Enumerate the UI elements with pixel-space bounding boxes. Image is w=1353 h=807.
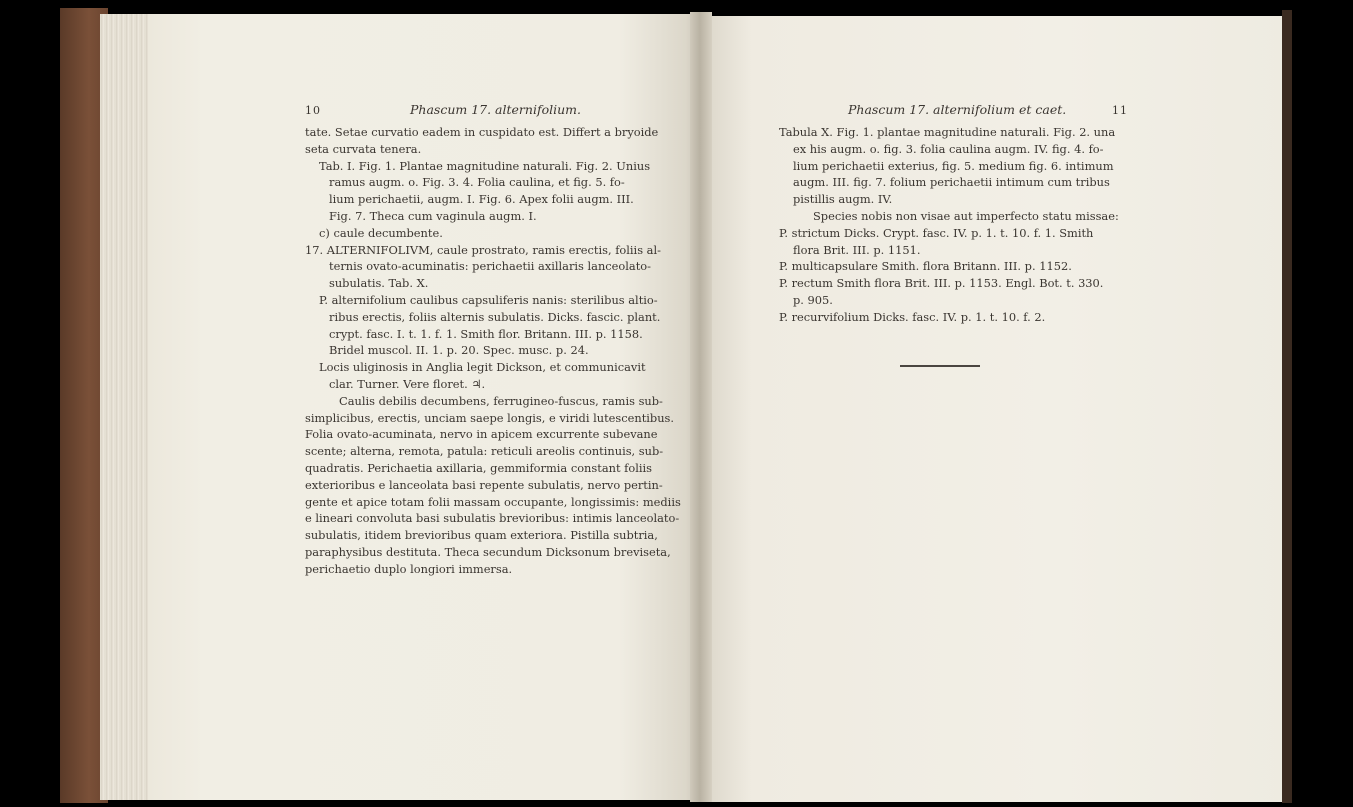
left-page-number: 10 [305, 104, 321, 117]
text-line: simplicibus, erectis, unciam saepe longis, e viridi lutescentibus. [305, 410, 675, 425]
text-line: augm. III. fig. 7. folium perichaetii intimum cum tribus [793, 175, 1110, 190]
text-line: P. multicapsulare Smith. flora Britann. III. p. 1152. [779, 259, 1072, 274]
text-line: Folia ovato-acuminata, nervo in apicem excurrente subevane [305, 427, 658, 442]
text-line: seta curvata tenera. [305, 141, 422, 156]
text-line: quadratis. Perichaetia axillaria, gemmiformia constant foliis [305, 460, 652, 475]
text-line: exterioribus e lanceolata basi repente subulatis, nervo pertin- [305, 477, 663, 492]
right-page-number: 11 [1112, 104, 1128, 117]
left-page-body [305, 124, 681, 578]
text-line: lium perichaetii exterius, fig. 5. medium fig. 6. intimum [793, 158, 1114, 173]
text-line: paraphysibus destituta. Theca secundum Dicksonum breviseta, [305, 544, 671, 559]
text-line: ternis ovato-acuminatis: perichaetii axillaris lanceolato- [329, 259, 651, 274]
text-line: P. strictum Dicks. Crypt. fasc. IV. p. 1. t. 10. f. 1. Smith [779, 225, 1094, 240]
text-line: scente; alterna, remota, patula: reticuli areolis continuis, sub- [305, 444, 664, 459]
text-line: Bridel muscol. II. 1. p. 20. Spec. musc. p. 24. [329, 343, 589, 358]
text-line: clar. Turner. Vere floret. ♃. [329, 376, 486, 391]
text-line: 17. ALTERNIFOLIVM, caule prostrato, ramis erectis, foliis al- [305, 242, 661, 257]
text-line: flora Brit. III. p. 1151. [793, 242, 921, 257]
text-line: P. recurvifolium Dicks. fasc. IV. p. 1. t. 10. f. 2. [779, 309, 1046, 324]
text-line: ex his augm. o. fig. 3. folia caulina augm. IV. fig. 4. fo- [793, 141, 1104, 156]
text-line: subulatis. Tab. X. [329, 276, 429, 291]
end-rule [900, 365, 980, 367]
text-line: e lineari convoluta basi subulatis brevioribus: intimis lanceolato- [305, 511, 680, 526]
text-line: p. 905. [793, 292, 833, 307]
book-gutter [690, 12, 712, 802]
page-edges [100, 14, 150, 800]
text-line: Tabula X. Fig. 1. plantae magnitudine naturali. Fig. 2. una [779, 125, 1116, 139]
left-running-head: Phascum 17. alternifolium. [410, 102, 581, 117]
book-cover-right [1282, 10, 1292, 803]
text-line: Species nobis non visae aut imperfecto statu missae: [813, 208, 1119, 223]
text-line: lium perichaetii, augm. I. Fig. 6. Apex folii augm. III. [329, 192, 634, 207]
text-line: crypt. fasc. I. t. 1. f. 1. Smith flor. Britann. III. p. 1158. [329, 326, 643, 341]
text-line: ramus augm. o. Fig. 3. 4. Folia caulina, et fig. 5. fo- [329, 175, 625, 190]
text-line: ribus erectis, foliis alternis subulatis. Dicks. fascic. plant. [329, 309, 661, 324]
text-line: Tab. I. Fig. 1. Plantae magnitudine naturali. Fig. 2. Unius [319, 158, 651, 173]
text-line: pistillis augm. IV. [793, 192, 893, 207]
right-page-body [779, 124, 1139, 326]
text-line: Caulis debilis decumbens, ferrugineo-fuscus, ramis sub- [339, 393, 663, 408]
text-line: gente et apice totam folii massam occupante, longissimis: mediis [305, 494, 681, 509]
text-line: tate. Setae curvatio eadem in cuspidato est. Differt a bryoide [305, 125, 659, 139]
text-line: Fig. 7. Theca cum vaginula augm. I. [329, 208, 537, 223]
text-line: perichaetio duplo longiori immersa. [305, 561, 513, 576]
text-line: Locis uliginosis in Anglia legit Dickson, et communicavit [319, 360, 646, 375]
text-line: subulatis, itidem brevioribus quam exteriora. Pistilla subtria, [305, 528, 658, 543]
text-line: P. alternifolium caulibus capsuliferis nanis: sterilibus altio- [319, 292, 658, 307]
text-line: P. rectum Smith flora Brit. III. p. 1153. Engl. Bot. t. 330. [779, 276, 1104, 291]
text-line: c) caule decumbente. [319, 225, 443, 240]
right-running-head: Phascum 17. alternifolium et caet. [848, 102, 1067, 117]
